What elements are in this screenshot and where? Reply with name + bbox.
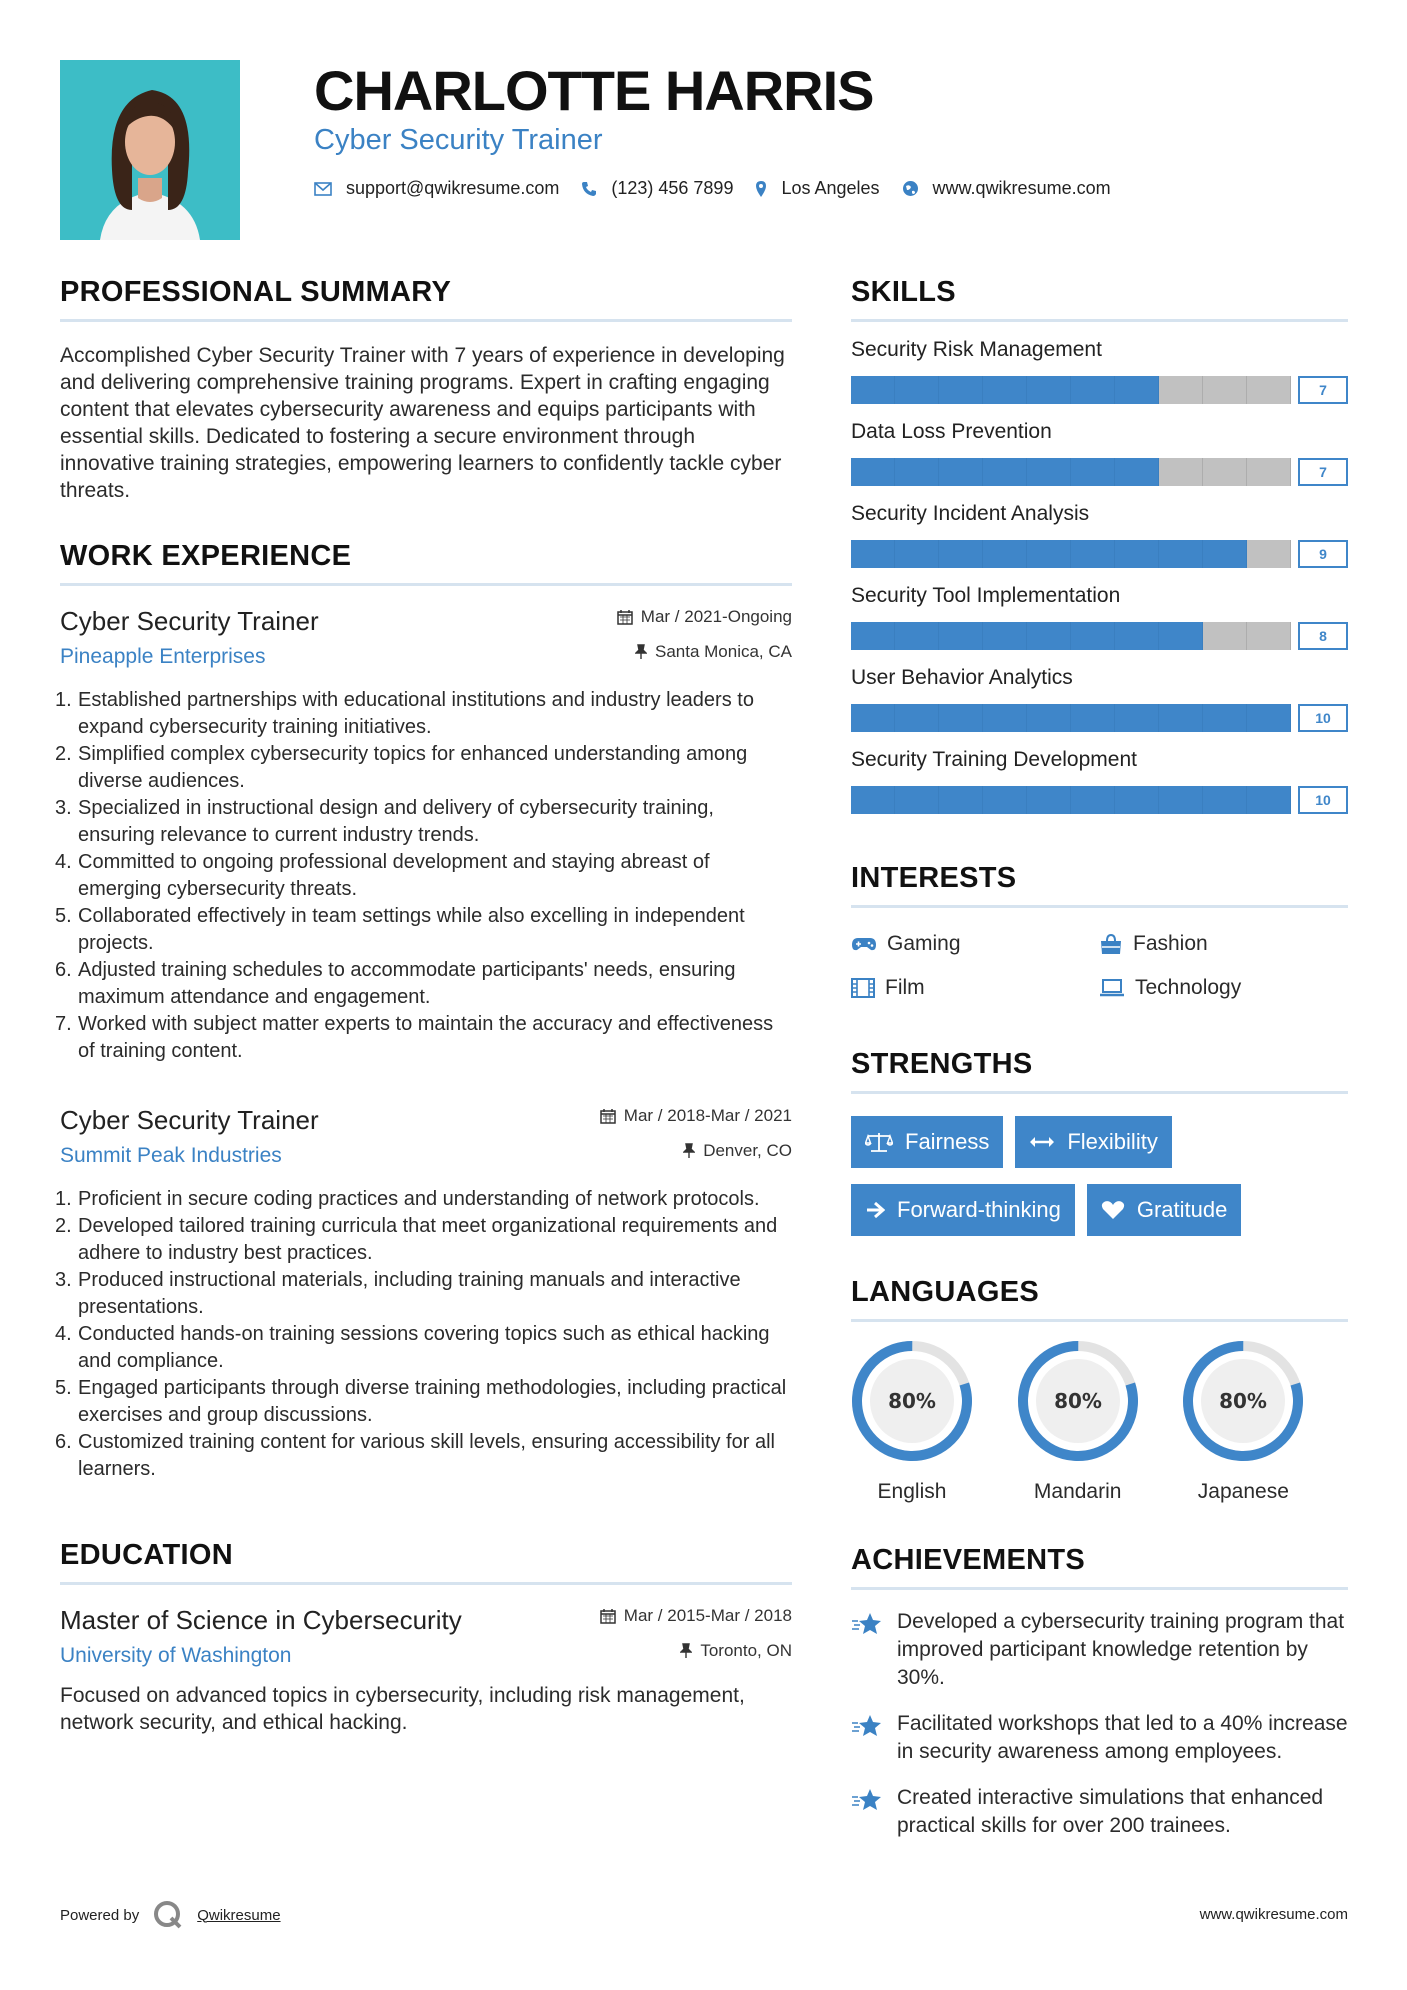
shopping-bag-icon	[1099, 933, 1123, 955]
skill-segment	[983, 458, 1027, 486]
skill-bar	[851, 540, 1348, 568]
skill-segment	[1071, 540, 1115, 568]
skill-value: 8	[1298, 622, 1348, 650]
interest-label: Gaming	[887, 932, 961, 955]
skill-segment	[939, 458, 983, 486]
job-bullets	[55, 1186, 792, 1483]
skill-segment	[1247, 704, 1291, 732]
interests-list	[851, 932, 1348, 1000]
job-date: Mar / 2018-Mar / 2021	[623, 1106, 792, 1125]
interests-heading: INTERESTS	[851, 862, 1348, 908]
brand-link[interactable]: Qwikresume	[197, 1906, 281, 1924]
profile-photo	[60, 60, 240, 240]
contact-phone-text: (123) 456 7899	[611, 178, 734, 198]
skill-segment	[1027, 540, 1071, 568]
skill-value: 7	[1298, 376, 1348, 404]
arrows-horizontal-icon	[1029, 1135, 1055, 1149]
calendar-icon	[600, 1608, 616, 1624]
skill-value: 10	[1298, 704, 1348, 732]
gamepad-icon	[851, 936, 877, 952]
skill-item	[851, 338, 1348, 404]
list-item: 1. Proficient in secure coding practices and understanding of network protocols.	[55, 1188, 760, 1210]
skill-segment	[1071, 376, 1115, 404]
list-item: 4. Committed to ongoing professional development and staying abreast of emerging cybersecurity threats.	[55, 851, 710, 900]
language-ring	[851, 1340, 973, 1462]
skill-segment	[895, 458, 939, 486]
skill-segment	[851, 376, 895, 404]
skill-segment	[1071, 458, 1115, 486]
achievements-list	[851, 1608, 1348, 1840]
job-bullets	[55, 687, 792, 1065]
globe-icon	[902, 180, 919, 197]
list-item: 3. Produced instructional materials, including training manuals and interactive presentations.	[55, 1269, 741, 1318]
language-name: English	[877, 1480, 947, 1503]
pin-icon	[635, 644, 647, 660]
skill-value: 10	[1298, 786, 1348, 814]
skill-segment	[1203, 458, 1247, 486]
skill-segment	[1159, 540, 1203, 568]
skill-name: Security Tool Implementation	[851, 584, 1121, 607]
job-meta	[600, 1105, 792, 1162]
language-percent: 80%	[1219, 1389, 1268, 1413]
job-title: Cyber Security Trainer	[60, 606, 319, 636]
interest-label: Film	[885, 976, 925, 999]
calendar-icon	[600, 1108, 616, 1124]
skill-segment	[895, 704, 939, 732]
balance-scale-icon	[865, 1131, 893, 1153]
skill-segment	[983, 376, 1027, 404]
education-location: Toronto, ON	[700, 1641, 792, 1660]
interest-label: Fashion	[1133, 932, 1208, 955]
skill-segment	[851, 540, 895, 568]
strengths-heading: STRENGTHS	[851, 1048, 1348, 1094]
interest-item	[1099, 932, 1347, 956]
list-item: 2. Developed tailored training curricula that meet organizational requirements and adhere to industry best practices.	[55, 1215, 778, 1264]
heart-icon	[1101, 1200, 1125, 1220]
skill-segment	[939, 540, 983, 568]
contact-email-text: support@qwikresume.com	[346, 178, 560, 198]
language-name: Japanese	[1197, 1480, 1289, 1503]
skill-segment	[851, 704, 895, 732]
skill-segment	[983, 786, 1027, 814]
skill-segment	[1027, 622, 1071, 650]
skill-segment	[1247, 540, 1291, 568]
left-column	[55, 276, 792, 1736]
achievement-text: Facilitated workshops that led to a 40% increase in security awareness among employees.	[897, 1712, 1348, 1763]
list-item: 6. Adjusted training schedules to accommodate participants' needs, ensuring maximum attendance and engagement.	[55, 959, 736, 1008]
footer-website[interactable]: www.qwikresume.com	[1199, 1906, 1348, 1923]
language-ring	[1017, 1340, 1139, 1462]
summary-text: Accomplished Cyber Security Trainer with 7 years of experience in developing and delivering comprehensive training programs. Expert in crafting engaging content that elevates cybersecurity awareness and equips participants with essential skills. Dedicated to fostering a secure environment through innovative training strategies, empowering learners to confidently tackle cyber threats.	[60, 344, 785, 502]
job-date: Mar / 2021-Ongoing	[640, 607, 792, 626]
skill-segment	[939, 704, 983, 732]
skill-segment	[1115, 376, 1159, 404]
pin-icon	[680, 1643, 692, 1659]
skill-segment	[1027, 704, 1071, 732]
skill-segment	[1115, 622, 1159, 650]
contact-website[interactable]	[902, 178, 1111, 199]
skill-segment	[851, 458, 895, 486]
skill-value: 9	[1298, 540, 1348, 568]
contact-website-text: www.qwikresume.com	[932, 178, 1111, 198]
skill-segment	[939, 786, 983, 814]
skill-segment	[1159, 786, 1203, 814]
skill-value: 7	[1298, 458, 1348, 486]
job-location: Denver, CO	[703, 1141, 792, 1160]
skill-segment	[1203, 376, 1247, 404]
right-column	[851, 276, 1348, 1840]
list-item: 6. Customized training content for various skill levels, ensuring accessibility for all learners.	[55, 1431, 775, 1480]
phone-icon	[581, 181, 597, 197]
job-entry	[55, 1105, 792, 1483]
skill-item	[851, 502, 1348, 568]
job-meta	[617, 606, 792, 663]
strength-label: Fairness	[905, 1129, 990, 1154]
strength-label: Gratitude	[1136, 1197, 1228, 1222]
contact-email[interactable]	[314, 178, 559, 199]
skill-segment	[1071, 786, 1115, 814]
contact-phone[interactable]	[581, 178, 733, 199]
skill-segment	[1027, 458, 1071, 486]
star-icon	[851, 1714, 883, 1738]
education-description: Focused on advanced topics in cybersecurity, including risk management, network security, and ethical hacking.	[60, 1684, 745, 1734]
skill-segment	[1203, 540, 1247, 568]
skills-list	[851, 338, 1348, 814]
interest-item	[851, 976, 1099, 1000]
skill-segment	[1159, 376, 1203, 404]
skill-bar	[851, 786, 1348, 814]
skill-name: Security Risk Management	[851, 338, 1102, 361]
language-ring	[1182, 1340, 1304, 1462]
skill-segment	[1247, 376, 1291, 404]
skill-segment	[1071, 704, 1115, 732]
skill-segment	[1115, 540, 1159, 568]
skill-segment	[895, 540, 939, 568]
skill-item	[851, 584, 1348, 650]
skill-item	[851, 666, 1348, 732]
list-item: 3. Specialized in instructional design and delivery of cybersecurity training, ensuring relevance to current industry trends.	[55, 797, 714, 846]
list-item: 4. Conducted hands-on training sessions covering topics such as ethical hacking and compliance.	[55, 1323, 770, 1372]
job-company: Summit Peak Industries	[60, 1144, 282, 1167]
skill-segment	[1247, 458, 1291, 486]
skill-bar	[851, 622, 1348, 650]
film-icon	[851, 978, 875, 998]
powered-by-label: Powered by	[60, 1906, 140, 1924]
job-location: Santa Monica, CA	[654, 642, 792, 661]
strength-tag	[851, 1184, 1075, 1236]
skill-name: User Behavior Analytics	[851, 666, 1073, 689]
skill-segment	[1027, 786, 1071, 814]
list-item: 7. Worked with subject matter experts to maintain the accuracy and effectiveness of training content.	[55, 1013, 774, 1062]
skill-name: Data Loss Prevention	[851, 420, 1052, 443]
candidate-name: CHARLOTTE HARRIS	[314, 59, 874, 122]
arrow-right-icon	[865, 1201, 885, 1219]
language-name: Mandarin	[1033, 1480, 1122, 1503]
achievement-item	[851, 1608, 1348, 1692]
education-entry	[60, 1605, 792, 1736]
skill-segment	[1159, 704, 1203, 732]
powered-by	[60, 1900, 281, 1930]
skill-segment	[939, 376, 983, 404]
skill-segment	[1247, 786, 1291, 814]
qwikresume-logo-icon	[153, 1900, 183, 1930]
languages-list	[851, 1340, 1348, 1504]
strength-label: Flexibility	[1067, 1129, 1158, 1154]
language-item	[1017, 1340, 1183, 1504]
skill-segment	[1247, 622, 1291, 650]
skill-segment	[1203, 622, 1247, 650]
skill-segment	[1159, 622, 1203, 650]
pin-icon	[683, 1143, 695, 1159]
achievement-item	[851, 1710, 1348, 1766]
calendar-icon	[617, 609, 633, 625]
skill-segment	[895, 376, 939, 404]
language-percent: 80%	[1053, 1389, 1102, 1413]
skill-item	[851, 420, 1348, 486]
skill-item	[851, 748, 1348, 814]
interest-label: Technology	[1135, 976, 1242, 999]
envelope-icon	[314, 182, 332, 196]
achievement-text: Created interactive simulations that enhanced practical skills for over 200 trainees.	[897, 1786, 1324, 1837]
star-icon	[851, 1788, 883, 1812]
skill-segment	[1115, 458, 1159, 486]
strengths-list	[851, 1116, 1348, 1236]
skills-heading: SKILLS	[851, 276, 1348, 322]
strength-tag	[851, 1116, 1003, 1168]
job-company: Pineapple Enterprises	[60, 645, 266, 668]
education-heading: EDUCATION	[60, 1539, 792, 1585]
contact-location	[755, 178, 879, 199]
language-item	[1182, 1340, 1348, 1504]
skill-segment	[983, 622, 1027, 650]
achievement-item	[851, 1784, 1348, 1840]
education-school: University of Washington	[60, 1644, 292, 1667]
skill-segment	[1203, 704, 1247, 732]
contact-location-text: Los Angeles	[781, 178, 880, 198]
experience-heading: WORK EXPERIENCE	[60, 540, 792, 586]
skill-segment	[1027, 376, 1071, 404]
education-degree: Master of Science in Cybersecurity	[60, 1605, 462, 1635]
strength-label: Forward-thinking	[897, 1197, 1061, 1222]
skill-bar	[851, 704, 1348, 732]
interest-item	[851, 932, 1099, 956]
job-entry	[55, 606, 792, 1065]
list-item: 1. Established partnerships with educational institutions and industry leaders to expand cybersecurity training initiatives.	[55, 689, 754, 738]
candidate-title: Cyber Security Trainer	[314, 124, 603, 156]
achievement-text: Developed a cybersecurity training program that improved participant knowledge retention by 30%.	[897, 1610, 1345, 1689]
skill-segment	[939, 622, 983, 650]
star-icon	[851, 1612, 883, 1636]
achievements-heading: ACHIEVEMENTS	[851, 1544, 1348, 1590]
language-percent: 80%	[888, 1389, 936, 1413]
skill-segment	[851, 786, 895, 814]
map-marker-icon	[755, 180, 767, 198]
skill-segment	[851, 622, 895, 650]
skill-segment	[983, 540, 1027, 568]
skill-segment	[895, 786, 939, 814]
skill-segment	[1071, 622, 1115, 650]
strength-tag	[1015, 1116, 1171, 1168]
skill-segment	[983, 704, 1027, 732]
skill-segment	[1115, 704, 1159, 732]
skill-segment	[895, 622, 939, 650]
list-item: 5. Collaborated effectively in team settings while also excelling in independent projects.	[55, 905, 745, 954]
list-item: 2. Simplified complex cybersecurity topics for enhanced understanding among diverse audiences.	[55, 743, 748, 792]
skill-segment	[1203, 786, 1247, 814]
skill-segment	[1159, 458, 1203, 486]
summary-heading: PROFESSIONAL SUMMARY	[60, 276, 792, 322]
interest-item	[1099, 976, 1347, 1000]
skill-segment	[1115, 786, 1159, 814]
skill-bar	[851, 458, 1348, 486]
laptop-icon	[1099, 979, 1125, 997]
contact-bar	[314, 178, 1133, 199]
skill-name: Security Incident Analysis	[851, 502, 1090, 525]
strength-tag	[1087, 1184, 1242, 1236]
education-date: Mar / 2015-Mar / 2018	[623, 1606, 792, 1625]
list-item: 5. Engaged participants through diverse training methodologies, including practical exercises and group discussions.	[55, 1377, 787, 1426]
language-item	[851, 1340, 1017, 1504]
skill-name: Security Training Development	[851, 748, 1137, 771]
education-meta	[600, 1605, 792, 1662]
skill-bar	[851, 376, 1348, 404]
languages-heading: LANGUAGES	[851, 1276, 1348, 1322]
job-title: Cyber Security Trainer	[60, 1105, 319, 1135]
